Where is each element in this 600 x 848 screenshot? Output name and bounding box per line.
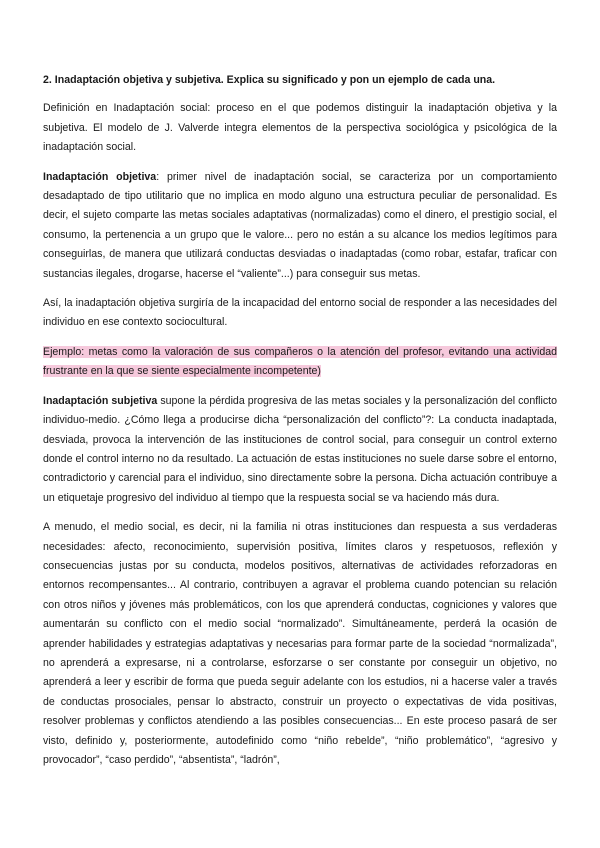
- subjective-label: Inadaptación subjetiva: [43, 394, 158, 407]
- asi-paragraph: Así, la inadaptación objetiva surgiría de la incapacidad del entorno social de responder a las necesidades del individuo en ese contexto sociocultural.: [43, 297, 557, 329]
- example-highlight: Ejemplo: metas como la valoración de sus compañeros o la atención del profesor, evitando una actividad frustrante en la que se siente especialmente incompetente): [43, 345, 557, 378]
- amenudo-paragraph: A menudo, el medio social, es decir, ni la familia ni otras instituciones dan respuesta a sus verdaderas necesidades: afecto, reconocimiento, supervisión positiva, límites claros y respetuosos, reflexión y consecuencias justas por su conducta, modelos positivos, alternativas de actividades reforzadoras en entornos recompensantes... Al contrario, contribuyen a agravar el problema cuando potencian su relación con otros niños y jóvenes más problemáticos, con los que aprenderá conductas, cogniciones y valores que aumentarán su conflicto con el medio social “normalizado”. Simultáneamente, perderá la ocasión de aprender habilidades y estrategias adaptativas y necesarias para formar parte de la sociedad “normalizada”, no aprenderá a expresarse, ni a controlarse, esforzarse o ser constante por conseguir un objetivo, no aprenderá a leer y escribir de forma que pueda seguir adelante con los estudios, ni a hacerse valer a través de conductas prosociales, pensar lo abstracto, construir un proyecto o expectativas de vida positivas, resolver problemas y conflictos atendiendo a las posibles consecuencias... En este proceso pasará de ser visto, definido y, posteriormente, autodefinido como “niño rebelde”, “niño problemático”, “agresivo y provocador”, “caso perdido”, “absentista”, “ladrón”,: [43, 521, 557, 766]
- objective-label: Inadaptación objetiva: [43, 170, 157, 183]
- objective-text: : primer nivel de inadaptación social, se caracteriza por un comportamiento desadaptado de tipo utilitario que no implica en modo alguno una estructura peculiar de personalidad. Es decir, el sujeto comparte las metas sociales adaptativas (normalizadas) como el dinero, el prestigio social, el consumo, la pertenencia a un grupo que le valore... pero no están a su alcance los medios legítimos para conseguirlas, de manera que utilizará conductas desviadas o inadaptadas (como robar, estafar, traficar con sustancias ilegales, drogarse, hacerse el “valiente”...) para conseguir sus metas.: [43, 170, 558, 280]
- subjective-paragraph: [43, 392, 557, 508]
- example-paragraph: [43, 343, 557, 382]
- definition-paragraph: Definición en Inadaptación social: proceso en el que podemos distinguir la inadaptación objetiva y la subjetiva. El modelo de J. Valverde integra elementos de la perspectiva sociológica y psicológica de la inadaptación social.: [43, 102, 557, 154]
- objective-paragraph: [43, 168, 557, 284]
- subjective-text: supone la pérdida progresiva de las metas sociales y la personalización del conflicto individuo-medio. ¿Cómo llega a producirse dicha “personalización del conflicto”?: La conducta inadaptada, desviada, provoca la intervención de las instituciones de control social, para conseguir un control externo donde el control interno no da resultado. La actuación de estas instituciones no suele darse sobre el entorno, contradictorio y carencial para el individuo, sino directamente sobre la persona. Dicha actuación contribuye a un etiquetaje progresivo del individuo al tiempo que la respuesta social se va haciendo más dura.: [43, 394, 557, 504]
- question-heading: 2. Inadaptación objetiva y subjetiva. Explica su significado y pon un ejemplo de cada una.: [43, 74, 496, 86]
